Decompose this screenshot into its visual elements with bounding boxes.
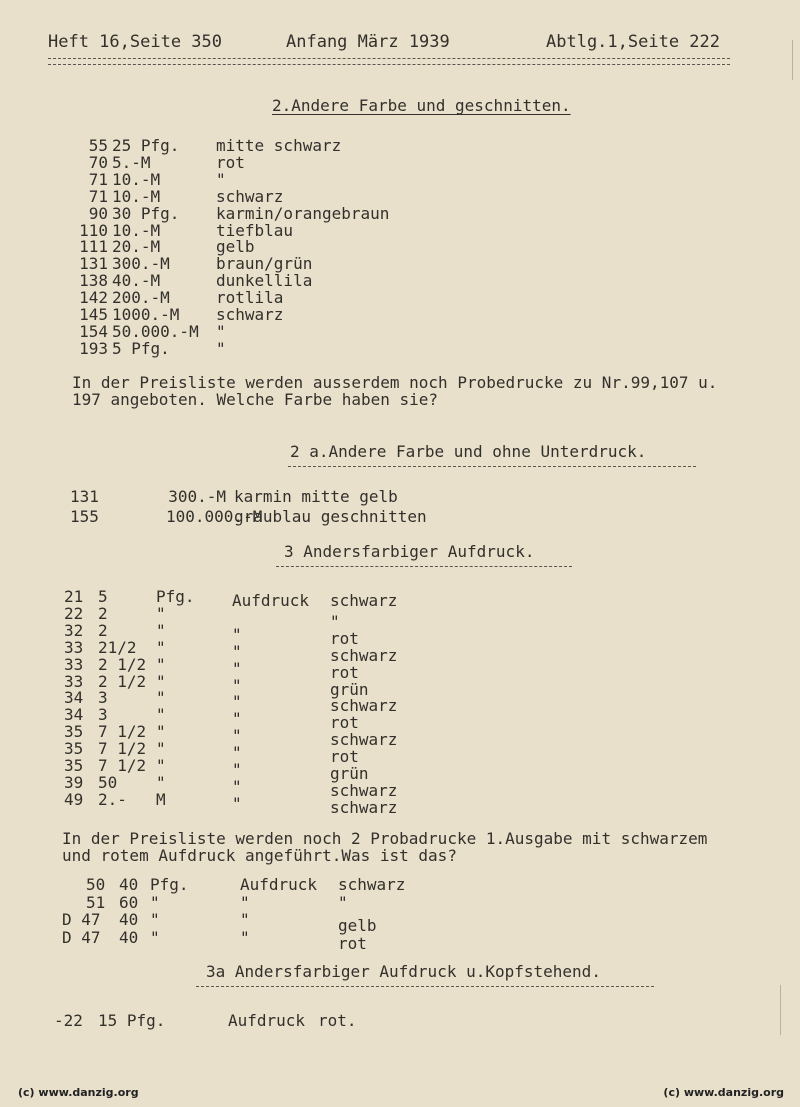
row-unit: Pfg. — [150, 875, 189, 894]
row-unit: " — [156, 772, 166, 792]
row-wert: 2 — [98, 603, 108, 623]
section3-note: In der Preisliste werden noch 2 Probadrucke 1.Ausgabe mit schwarzem und rotem Aufdruck angeführt.Was ist das? — [62, 829, 708, 865]
row-wert: 2 — [98, 620, 108, 640]
row-nr: 155 — [70, 507, 99, 526]
row-farbe: gelb — [216, 237, 255, 257]
row-aufdruck: " — [232, 658, 242, 678]
section3-rule — [276, 566, 572, 567]
header-center: Anfang März 1939 — [286, 32, 450, 52]
row-farbe: braun/grün — [216, 254, 313, 274]
row-farbe: grün — [330, 764, 369, 783]
row-wert: 100.000.-M — [166, 507, 263, 526]
row-unit: " — [150, 892, 160, 912]
row-wert: 200.-M — [112, 288, 170, 308]
row-nr: 131 — [70, 487, 99, 506]
row-nr: 35 — [64, 756, 84, 775]
row-nr: 145 — [79, 305, 108, 324]
section3a-wert: 15 Pfg. — [98, 1011, 166, 1030]
row-aufdruck: " — [232, 675, 242, 695]
row-farbe: schwarz — [338, 875, 406, 894]
row-wert: 3 — [98, 688, 108, 708]
page-edge-mark — [792, 40, 793, 80]
row-aufdruck: " — [232, 726, 242, 746]
row-aufdruck: " — [232, 709, 242, 729]
row-nr: 51 — [86, 892, 106, 912]
row-aufdruck: " — [240, 927, 250, 947]
row-nr: 35 — [64, 722, 84, 742]
row-wert: 300.-M — [168, 487, 226, 506]
page-edge-mark — [780, 985, 781, 1035]
section3a-heading: 3a Andersfarbiger Aufdruck u.Kopfstehend. — [206, 962, 601, 981]
row-wert: 5 — [98, 587, 108, 606]
row-wert: 2 1/2 — [98, 654, 147, 674]
row-nr: 111 — [79, 237, 108, 257]
header-right: Abtlg.1,Seite 222 — [546, 32, 720, 52]
row-wert: 40 — [119, 927, 139, 947]
row-unit: " — [156, 739, 166, 759]
row-nr: 33 — [64, 671, 84, 691]
row-nr: 50 — [86, 875, 106, 894]
row-farbe: schwarz — [216, 305, 284, 324]
row-nr: D 47 — [62, 910, 101, 929]
row-wert: 5.-M — [112, 152, 151, 172]
section2a-rule — [288, 466, 696, 467]
row-wert: 5 Pfg. — [112, 338, 170, 358]
row-unit: " — [156, 705, 166, 725]
row-aufdruck: " — [232, 793, 242, 813]
row-farbe: schwarz — [330, 696, 398, 716]
row-farbe: mitte schwarz — [216, 136, 342, 155]
row-nr: 142 — [79, 288, 108, 308]
row-farbe: karmin/orangebraun — [216, 203, 390, 223]
row-unit: " — [156, 671, 166, 691]
row-farbe: grün — [330, 679, 369, 699]
row-farbe: " — [330, 611, 340, 631]
row-wert: 10.-M — [112, 169, 161, 189]
row-wert: 7 1/2 — [98, 722, 147, 742]
row-wert: 7 1/2 — [98, 739, 147, 759]
row-farbe: rot — [216, 152, 245, 172]
footer-copyright-left: (c) www.danzig.org — [18, 1086, 139, 1099]
row-aufdruck: " — [232, 624, 242, 644]
row-farbe: schwarz — [330, 730, 398, 750]
row-farbe: schwarz — [330, 645, 398, 665]
row-farbe: schwarz — [330, 797, 398, 817]
row-wert: 1000.-M — [112, 305, 180, 324]
row-wert: 60 — [119, 892, 139, 912]
row-farbe: tiefblau — [216, 220, 294, 240]
section3a-nr: -22 — [54, 1011, 83, 1030]
section3a-rule — [196, 986, 654, 987]
row-nr: 154 — [79, 321, 108, 341]
row-unit: " — [156, 688, 166, 708]
row-wert: 2.- — [98, 789, 127, 809]
section3a-farbe: rot. — [318, 1011, 357, 1030]
header-left: Heft 16,Seite 350 — [48, 32, 222, 52]
row-aufdruck: " — [232, 760, 242, 779]
footer-copyright-right: (c) www.danzig.org — [663, 1086, 784, 1099]
row-farbe: rot — [330, 662, 359, 682]
row-unit: " — [156, 637, 166, 657]
row-nr: 71 — [88, 169, 108, 189]
row-farbe: karmin mitte gelb — [234, 487, 398, 506]
row-aufdruck: Aufdruck — [232, 591, 310, 610]
section2-note: In der Preisliste werden ausserdem noch Probedrucke zu Nr.99,107 u. 197 angeboten. Welche Farbe haben sie? — [72, 373, 718, 409]
section3a-aufdruck: Aufdruck — [228, 1011, 306, 1030]
row-farbe: " — [216, 169, 226, 189]
row-wert: 20.-M — [112, 237, 161, 257]
row-unit: " — [156, 654, 166, 674]
row-nr: 34 — [64, 705, 84, 725]
row-farbe: rot — [330, 747, 359, 767]
row-wert: 300.-M — [112, 254, 170, 274]
row-aufdruck: " — [232, 743, 242, 763]
section3-heading: 3 Andersfarbiger Aufdruck. — [284, 542, 535, 561]
row-nr: 110 — [79, 220, 108, 240]
header-double-rule — [48, 58, 730, 65]
row-nr: 32 — [64, 620, 84, 640]
row-unit: M — [156, 789, 166, 809]
row-unit: " — [156, 756, 166, 775]
row-farbe: schwarz — [216, 186, 284, 206]
row-nr: 21 — [64, 587, 84, 606]
row-aufdruck: " — [232, 641, 242, 661]
row-nr: 33 — [64, 654, 84, 674]
row-nr: 71 — [88, 186, 108, 206]
row-wert: 30 Pfg. — [112, 203, 180, 223]
row-farbe: rot — [330, 713, 359, 733]
row-nr: 138 — [79, 271, 108, 291]
row-farbe: rot — [330, 628, 359, 648]
row-farbe: rotlila — [216, 288, 284, 308]
row-nr: 55 — [88, 136, 108, 155]
row-unit: " — [150, 927, 160, 947]
section2-heading: 2.Andere Farbe und geschnitten. — [272, 96, 571, 115]
row-wert: 7 1/2 — [98, 756, 147, 775]
row-nr: D 47 — [62, 927, 101, 947]
section2a-heading: 2 a.Andere Farbe und ohne Unterdruck. — [290, 442, 647, 461]
row-farbe: gelb — [338, 916, 377, 935]
row-nr: 193 — [79, 338, 108, 358]
row-unit: Pfg. — [156, 587, 195, 606]
row-wert: 50 — [98, 772, 118, 792]
row-nr: 131 — [79, 254, 108, 274]
row-farbe: schwarz — [330, 591, 398, 610]
row-wert: 10.-M — [112, 220, 161, 240]
row-aufdruck: " — [232, 692, 242, 712]
row-nr: 35 — [64, 739, 84, 759]
row-farbe: " — [216, 321, 226, 341]
row-aufdruck: " — [232, 776, 242, 796]
row-farbe: dunkellila — [216, 271, 313, 291]
row-wert: 40 — [119, 910, 139, 929]
row-wert: 3 — [98, 705, 108, 725]
row-farbe: rot — [338, 933, 367, 953]
row-nr: 49 — [64, 789, 84, 809]
row-wert: 2 1/2 — [98, 671, 147, 691]
row-nr: 34 — [64, 688, 84, 708]
row-farbe: " — [338, 892, 348, 912]
row-nr: 70 — [88, 152, 108, 172]
row-unit: " — [150, 910, 160, 929]
row-wert: 40.-M — [112, 271, 161, 291]
row-nr: 90 — [88, 203, 108, 223]
row-farbe: schwarz — [330, 780, 398, 800]
row-wert: 10.-M — [112, 186, 161, 206]
row-farbe: graublau geschnitten — [234, 507, 427, 526]
row-unit: " — [156, 620, 166, 640]
row-nr: 39 — [64, 772, 84, 792]
row-wert: 50.000.-M — [112, 321, 199, 341]
row-aufdruck: Aufdruck — [240, 875, 318, 894]
row-nr: 22 — [64, 603, 84, 623]
row-wert: 25 Pfg. — [112, 136, 180, 155]
row-unit: " — [156, 603, 166, 623]
row-aufdruck: " — [240, 910, 250, 929]
row-wert: 40 — [119, 875, 139, 894]
row-unit: " — [156, 722, 166, 742]
row-aufdruck: " — [240, 892, 250, 912]
row-wert: 21/2 — [98, 637, 137, 657]
row-nr: 33 — [64, 637, 84, 657]
row-farbe: " — [216, 338, 226, 358]
